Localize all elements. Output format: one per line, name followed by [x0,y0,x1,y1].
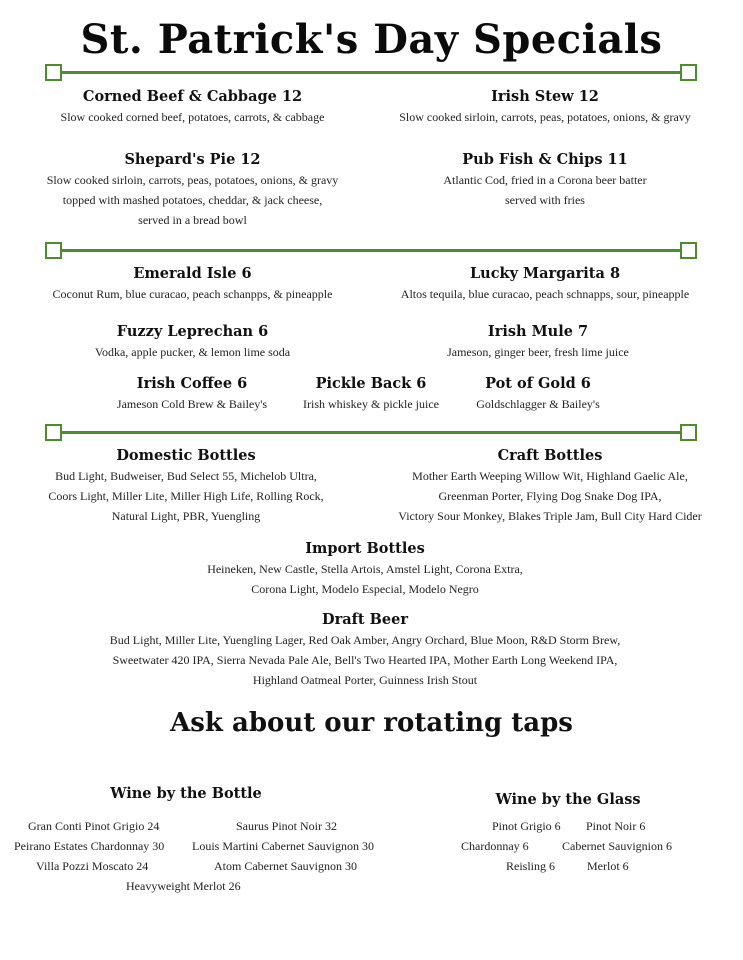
item-name: Emerald Isle 6 [133,265,252,282]
item-description: Jameson Cold Brew & Bailey's [116,397,268,411]
divider-bottom [45,424,697,442]
item-name: Irish Coffee 6 [136,375,248,392]
menu-item-irish-coffee [92,374,292,414]
item-name: Pub Fish & Chips 11 [462,151,628,168]
wine-glass-item: Chardonnay 6 [461,839,529,853]
menu-item-irish-mule [375,322,701,362]
wine-glass-item: Reisling 6 [506,859,556,873]
item-description: Goldschlagger & Bailey's [476,397,600,411]
beer-craft-bottles [380,446,720,526]
section-list: Coors Light, Miller Lite, Miller High Life, Rolling Rock, [48,489,324,503]
menu-item-corned-beef [20,87,365,127]
beer-import-bottles [0,539,730,599]
section-name: Craft Bottles [497,447,603,464]
menu-item-shepards-pie [20,150,365,230]
wine-glass-item: Cabernet Sauvignion 6 [562,839,672,853]
wine-glass-item: Merlot 6 [587,859,629,873]
section-list: Highland Oatmeal Porter, Guinness Irish Stout [252,673,478,687]
menu-item-pot-of-gold [458,374,618,414]
menu-item-fuzzy-leprechan [20,322,365,362]
beer-draft [0,610,730,690]
menu-item-fish-chips [375,150,715,210]
item-name: Lucky Margarita 8 [469,265,621,282]
item-description: Jameson, ginger beer, fresh lime juice [447,345,629,359]
item-name: Corned Beef & Cabbage 12 [82,88,303,105]
menu-item-irish-stew [375,87,715,127]
section-list: Sweetwater 420 IPA, Sierra Nevada Pale Ale, Bell's Two Hearted IPA, Mother Earth Long Weekend IPA, [112,653,618,667]
wine-bottle-item: Gran Conti Pinot Grigio 24 [28,819,160,833]
section-list: Natural Light, PBR, Yuengling [111,509,261,523]
menu-item-lucky-margarita [375,264,715,304]
menu-item-emerald-isle [20,264,365,304]
item-description: Slow cooked sirloin, carrots, peas, potatoes, onions, & gravy [399,110,691,124]
item-description: Irish whiskey & pickle juice [303,397,439,411]
divider-square [45,424,62,441]
divider-square [680,242,697,259]
item-description: served with fries [505,193,585,207]
rotating-taps-tagline: Ask about our rotating taps [170,708,573,738]
section-list: Victory Sour Monkey, Blakes Triple Jam, Bull City Hard Cider [398,509,702,523]
item-name: Shepard's Pie 12 [124,151,261,168]
divider-square [680,64,697,81]
divider-middle [45,242,697,260]
wine-bottle-item: Heavyweight Merlot 26 [126,879,241,893]
wine-bottle-item: Saurus Pinot Noir 32 [236,819,338,833]
wine-glass-heading: Wine by the Glass [495,791,641,808]
beer-domestic-bottles [20,446,352,526]
item-description: Slow cooked sirloin, carrots, peas, potatoes, onions, & gravy [46,173,339,187]
page-title: St. Patrick's Day Specials [80,16,663,63]
wine-bottle-item: Peirano Estates Chardonnay 30 [14,839,165,853]
divider-square [45,64,62,81]
item-description: Slow cooked corned beef, potatoes, carrots, & cabbage [60,110,325,124]
section-name: Draft Beer [322,611,408,628]
item-description: served in a bread bowl [138,213,247,227]
wine-bottle-item: Atom Cabernet Sauvignon 30 [214,859,357,873]
item-description: Altos tequila, blue curacao, peach schnapps, sour, pineapple [400,287,690,301]
section-list: Greenman Porter, Flying Dog Snake Dog IPA, [438,489,662,503]
section-list: Corona Light, Modelo Especial, Modelo Negro [251,582,479,596]
item-description: Coconut Rum, blue curacao, peach schanpps, & pineapple [52,287,333,301]
item-description: Atlantic Cod, fried in a Corona beer batter [443,173,647,187]
item-name: Pot of Gold 6 [485,375,591,392]
divider-square [680,424,697,441]
item-name: Pickle Back 6 [315,375,427,392]
wine-bottle-item: Villa Pozzi Moscato 24 [36,859,149,873]
divider-line [61,71,681,74]
section-list: Mother Earth Weeping Willow Wit, Highland Gaelic Ale, [412,469,688,483]
wine-bottle-heading: Wine by the Bottle [110,785,262,802]
divider-square [45,242,62,259]
item-description: topped with mashed potatoes, cheddar, & jack cheese, [62,193,323,207]
divider-line [61,249,681,252]
section-list: Bud Light, Budweiser, Bud Select 55, Michelob Ultra, [55,469,317,483]
item-name: Irish Stew 12 [491,88,599,105]
section-name: Import Bottles [305,540,425,557]
wine-glass-item: Pinot Grigio 6 [492,819,561,833]
wine-bottle-item: Louis Martini Cabernet Sauvignon 30 [192,839,374,853]
divider-top [45,64,697,82]
item-description: Vodka, apple pucker, & lemon lime soda [94,345,291,359]
section-list: Heineken, New Castle, Stella Artois, Amstel Light, Corona Extra, [207,562,523,576]
divider-line [61,431,681,434]
item-name: Fuzzy Leprechan 6 [116,323,269,340]
wine-glass-item: Pinot Noir 6 [586,819,646,833]
menu-item-pickle-back [286,374,456,414]
item-name: Irish Mule 7 [487,323,589,340]
section-name: Domestic Bottles [116,447,256,464]
section-list: Bud Light, Miller Lite, Yuengling Lager, Red Oak Amber, Angry Orchard, Blue Moon, R&D Storm Brew, [109,633,621,647]
